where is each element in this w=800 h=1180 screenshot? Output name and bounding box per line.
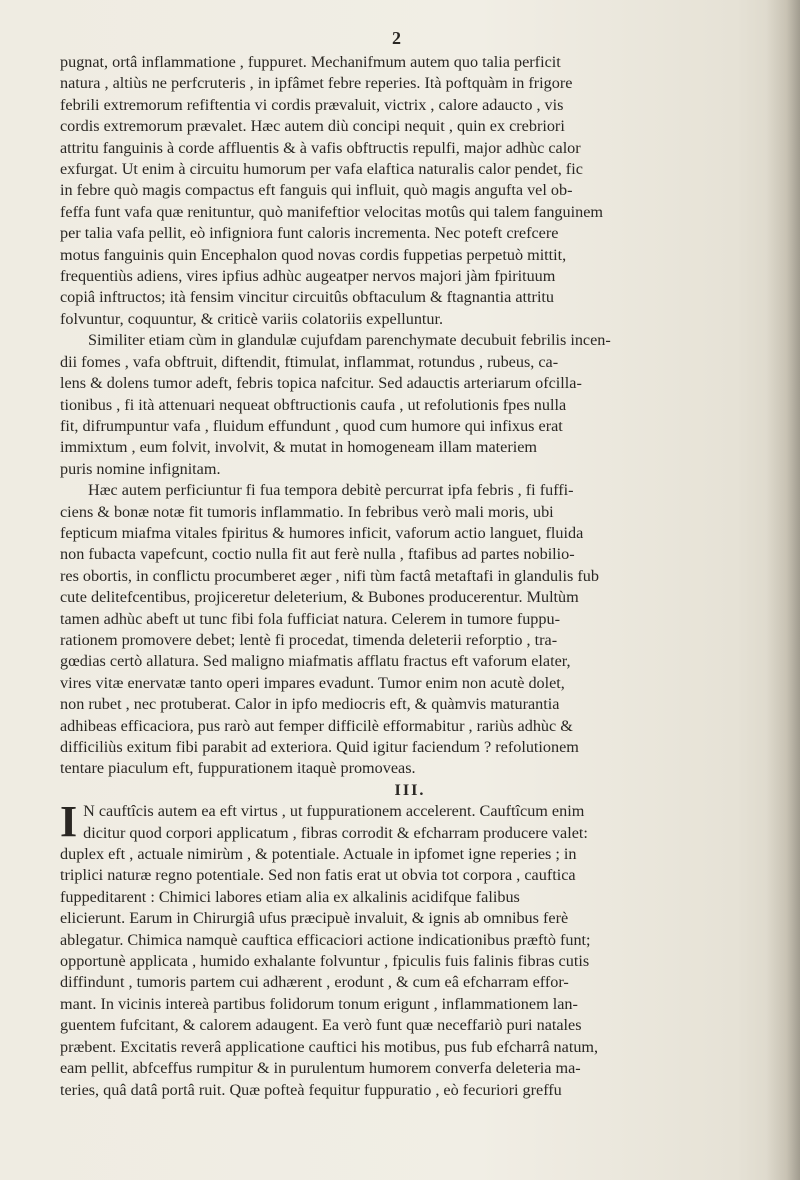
text-line: res obortis, in conflictu procumberet æger , nifi tùm factâ metaftafi in glandulis fub [60, 566, 599, 585]
text-line: copiâ inftructos; ità fensim vincitur circuitûs obftaculum & ftagnantia attritu [60, 288, 555, 307]
text-line: N cauftîcis autem ea eft virtus , ut fuppurationem accelerent. Cauftîcum enim [83, 802, 585, 821]
text-line: tamen adhùc abeft ut tunc fibi fola fufficiat natura. Celerem in tumore fuppu- [60, 609, 560, 628]
text-line: ciens & bonæ notæ fit tumoris inflammatio. In febribus verò mali moris, ubi [60, 502, 554, 521]
text-line: per talia vafa pellit, eò infigniora funt caloris incrementa. Nec poteft crefcere [60, 224, 559, 243]
text-line: attritu fanguinis à corde affluentis & à vafis obftructis repulfi, major adhùc calor [60, 138, 581, 157]
text-line: exfurgat. Ut enim à circuitu humorum per vafa elaftica naturalis calor pendet, fic [60, 160, 583, 179]
text-line: rationem promovere debet; lentè fi procedat, timenda deleterii reforptio , tra- [60, 630, 558, 649]
text-line: elicierunt. Earum in Chirurgiâ ufus præcipuè invaluit, & ignis ab omnibus ferè [60, 909, 569, 928]
text-line: duplex eft , actuale nimirùm , & potentiale. Actuale in ipfomet igne reperies ; in [60, 845, 577, 864]
text-line: non fubacta vapefcunt, coctio nulla fit aut ferè nulla , ftafibus ad partes nobilio- [60, 545, 575, 564]
text-line: dii fomes , vafa obftruit, diftendit, ftimulat, inflammat, rotundus , rubeus, ca- [60, 352, 559, 371]
text-line: Hæc autem perficiuntur fi fua tempora debitè percurrat ipfa febris , fi fuffi- [88, 481, 574, 500]
paragraph-2 [60, 330, 760, 480]
text-line: opportunè applicata , humido exhalante folvuntur , fpiculis fuis falinis fibras cutis [60, 952, 590, 971]
paragraph-1 [60, 52, 760, 330]
text-line: præbent. Excitatis reverâ applicatione cauftici his motibus, pus fub efcharrâ natum, [60, 1037, 599, 1056]
text-line: fepticum miafma vitales fpiritus & humores inficit, vaforum actio languet, fluida [60, 523, 584, 542]
text-line: adhibeas efficaciora, pus rarò aut femper difficilè efformabitur , rariùs adhùc & [60, 716, 573, 735]
text-line: tentare piaculum eft, fuppurationem itaquè promoveas. [60, 759, 416, 778]
text-line: cute delitefcentibus, projiceretur deleterium, & Bubones producerentur. Multùm [60, 588, 579, 607]
text-line: pugnat, ortâ inflammatione , fuppuret. Mechanifmum autem quo talia perficit [60, 53, 561, 71]
drop-cap: I [60, 797, 78, 847]
paragraph-4 [60, 797, 760, 1101]
text-line: gœdias certò allatura. Sed maligno miafmatis afflatu fractus eft vaforum elater, [60, 652, 571, 671]
body-text [60, 52, 760, 1101]
text-line: fuppeditarent : Chimici labores etiam alia ex alkalinis acidifque falibus [60, 887, 520, 906]
text-line: teries, quâ datâ portâ ruit. Quæ pofteà fequitur fuppuratio , eò fecuriori greffu [60, 1080, 562, 1099]
text-line: diffindunt , tumoris partem cui adhærent , erodunt , & cum eâ efcharram effor- [60, 973, 569, 992]
section-heading: III. [394, 780, 426, 799]
text-line: tionibus , fi ità attenuari nequeat obftructionis caufa , ut refolutionis fpes nulla [60, 395, 567, 414]
text-line: natura , altiùs ne perfcruteris , in ipfâmet febre reperies. Ità poftquàm in frigore [60, 74, 573, 93]
page-number: 2 [392, 28, 401, 48]
text-line: ablegatur. Chimica namquè cauftica efficaciori actione indicationibus præftò funt; [60, 930, 591, 949]
text-line: folvuntur, coquuntur, & criticè variis colatoriis expelluntur. [60, 309, 444, 328]
text-line: Similiter etiam cùm in glandulæ cujufdam parenchymate decubuit febrilis incen- [88, 331, 611, 350]
text-line: febrili extremorum refiftentia vi cordis prævaluit, victrix , calore adaucto , vis [60, 95, 564, 114]
text-line: motus fanguinis quin Encephalon quod novas cordis fuppetias perpetuò mittit, [60, 245, 567, 264]
text-line: difficiliùs exitum fibi parabit ad exteriora. Quid igitur faciendum ? refolutionem [60, 738, 579, 756]
text-line: dicitur quod corpori applicatum , fibras corrodit & efcharram producere valet: [83, 823, 588, 842]
text-line: fit, difrumpuntur vafa , fluidum effundunt , quod cum humore qui infixus erat [60, 416, 563, 435]
paragraph-3 [60, 480, 760, 780]
text-line: feffa funt vafa quæ renituntur, quò manifeftior velocitas motûs qui talem fanguinem [60, 202, 603, 221]
text-line: in febre quò magis compactus eft fanguis qui influit, quò magis angufta vel ob- [60, 181, 573, 200]
text-line: puris nomine infignitam. [60, 459, 221, 478]
text-line: triplici naturæ regno potentiale. Sed non fatis erat ut obvia tot corpora , cauftica [60, 866, 576, 885]
text-line: immixtum , eum folvit, involvit, & mutat in homogeneam illam materiem [60, 438, 538, 457]
text-line: non rubet , nec protuberat. Calor in ipfo mediocris eft, & quàmvis maturantia [60, 695, 560, 714]
page-gutter-shadow [766, 0, 800, 1180]
text-line: mant. In vicinis intereà partibus folidorum tonum erigunt , inflammationem lan- [60, 994, 578, 1013]
text-line: cordis extremorum prævalet. Hæc autem diù concipi nequit , quin ex crebriori [60, 117, 565, 136]
text-line: eam pellit, abfceffus rumpitur & in purulentum humorem converfa deleteria ma- [60, 1059, 581, 1078]
text-line: vires vitæ enervatæ tanto operi impares evadunt. Tumor enim non acutè dolet, [60, 673, 565, 692]
text-line: lens & dolens tumor adeft, febris topica nafcitur. Sed adauctis arteriarum ofcilla- [60, 374, 582, 393]
text-line: frequentiùs adiens, vires ipfius adhùc augeatper nervos majori jàm fpirituum [60, 267, 556, 286]
text-line: guentem fufcitant, & calorem adaugent. Ea verò funt quæ neceffariò puri natales [60, 1016, 582, 1035]
